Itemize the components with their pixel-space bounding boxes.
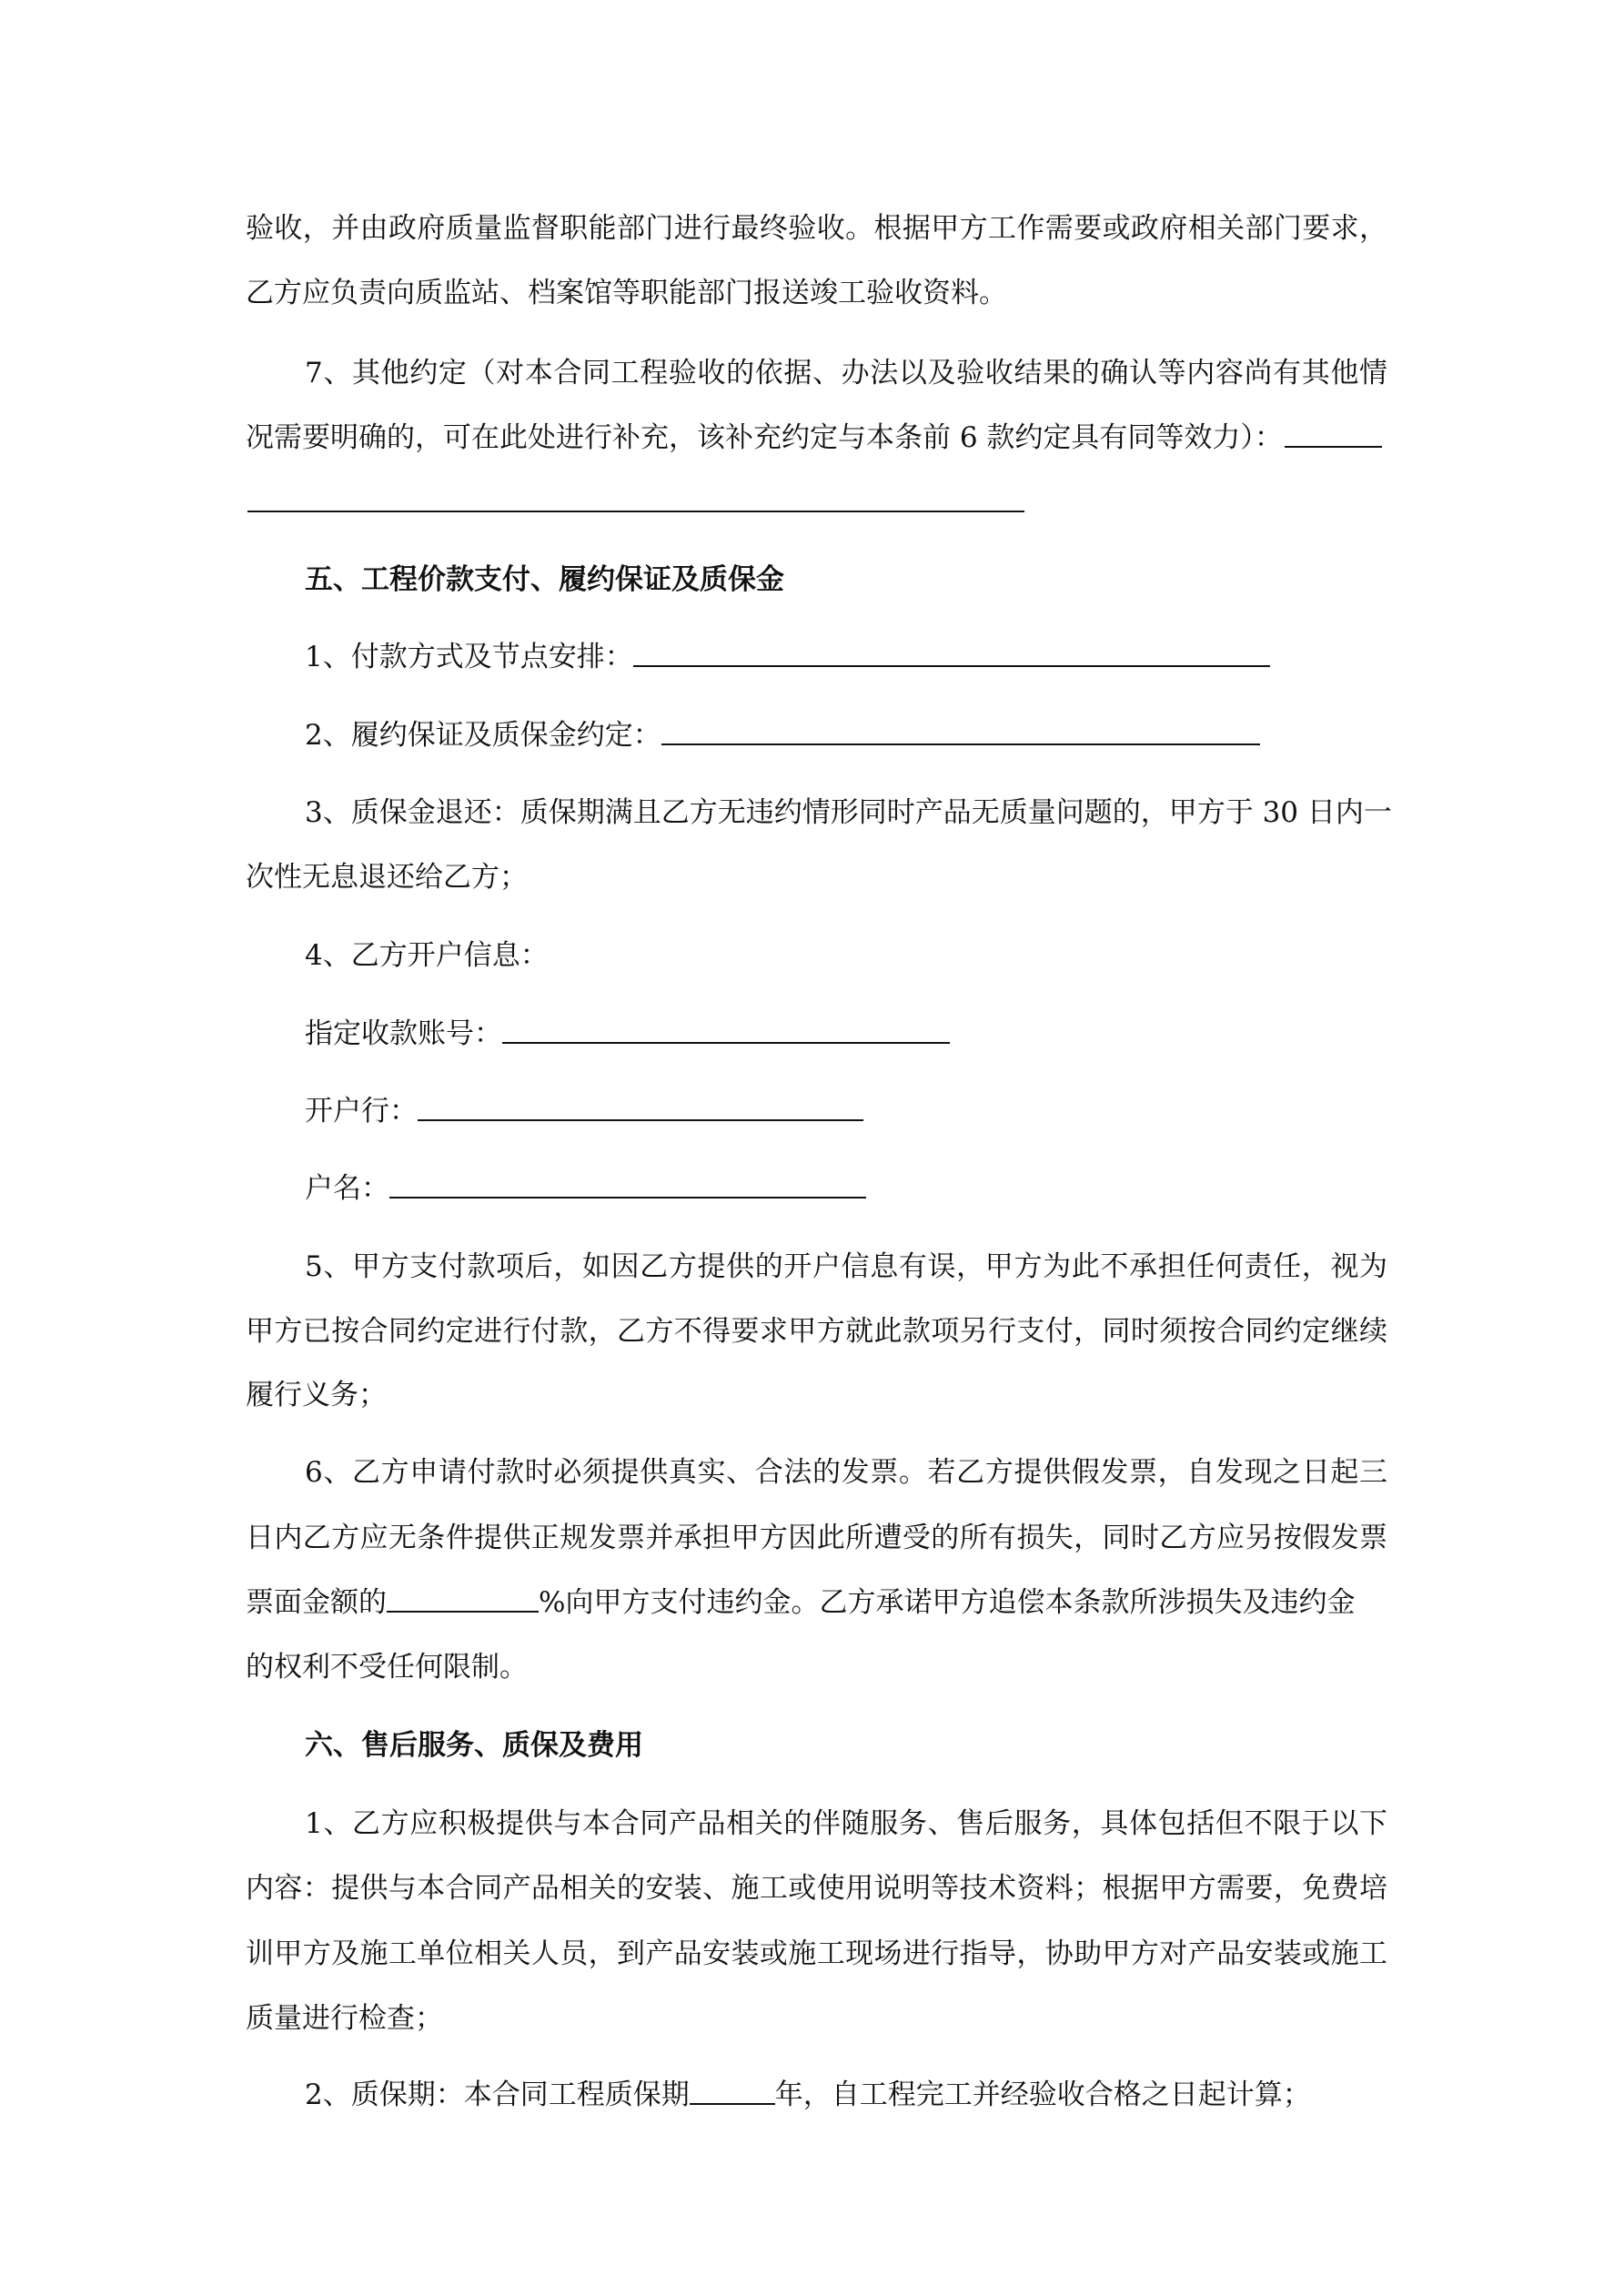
paragraph-line: 内容：提供与本合同产品相关的安装、施工或使用说明等技术资料；根据甲方需要，免费培 xyxy=(246,1872,1387,1905)
paragraph-line xyxy=(305,625,1387,689)
paragraph-line: 7、其他约定（对本合同工程验收的依据、办法以及验收结果的确认等内容尚有其他情 xyxy=(305,357,1387,389)
section-heading: 五、工程价款支付、履约保证及质保金 xyxy=(305,563,784,596)
paragraph-line xyxy=(305,2063,1387,2127)
paragraph-line xyxy=(305,1079,1387,1143)
paragraph-line xyxy=(305,703,1387,767)
paragraph-line: 的权利不受任何限制。 xyxy=(246,1651,528,1684)
paragraph-text: %向甲方支付违约金。乙方承诺甲方追偿本条款所涉损失及违约金 xyxy=(539,1586,1356,1619)
paragraph-line: 次性无息退还给乙方； xyxy=(246,861,528,894)
paragraph-text: 2、质保期：本合同工程质保期 xyxy=(305,2079,690,2111)
account-label: 指定收款账号： xyxy=(305,1017,502,1050)
section-heading: 六、售后服务、质保及费用 xyxy=(305,1729,643,1762)
paragraph-line: 乙方应负责向质监站、档案馆等职能部门报送竣工验收资料。 xyxy=(246,277,1007,309)
account-number-blank[interactable] xyxy=(502,1002,950,1044)
account-name-label: 户名： xyxy=(305,1172,389,1205)
paragraph-line xyxy=(246,406,1387,470)
bank-blank[interactable] xyxy=(418,1079,863,1121)
paragraph-line: 训甲方及施工单位相关人员，到产品安装或施工现场进行指导，协助甲方对产品安装或施工 xyxy=(246,1937,1387,1970)
guarantee-blank[interactable] xyxy=(661,703,1260,745)
warranty-years-blank[interactable] xyxy=(690,2063,775,2105)
paragraph-line: 质量进行检查； xyxy=(246,2002,443,2035)
paragraph-text: 况需要明确的，可在此处进行补充，该补充约定与本条前 6 款约定具有同等效力）： xyxy=(246,421,1283,454)
paragraph-line: 甲方已按合同约定进行付款，乙方不得要求甲方就此款项另行支付，同时须按合同约定继续 xyxy=(246,1315,1387,1348)
paragraph-text: 票面金额的 xyxy=(246,1586,387,1619)
fill-in-blank[interactable] xyxy=(1285,406,1382,448)
paragraph-line: 1、乙方应积极提供与本合同产品相关的伴随服务、售后服务，具体包括但不限于以下 xyxy=(305,1807,1387,1840)
paragraph-line: 3、质保金退还：质保期满且乙方无违约情形同时产品无质量问题的，甲方于 30 日内一 xyxy=(305,796,1392,829)
paragraph-line: 验收，并由政府质量监督职能部门进行最终验收。根据甲方工作需要或政府相关部门要求， xyxy=(246,212,1387,245)
paragraph-line: 5、甲方支付款项后，如因乙方提供的开户信息有误，甲方为此不承担任何责任，视为 xyxy=(305,1250,1387,1283)
paragraph-line: 6、乙方申请付款时必须提供真实、合法的发票。若乙方提供假发票，自发现之日起三 xyxy=(305,1456,1387,1489)
paragraph-line: 4、乙方开户信息： xyxy=(305,939,549,972)
bank-label: 开户行： xyxy=(305,1095,418,1128)
account-name-blank[interactable] xyxy=(389,1157,866,1199)
item-label: 1、付款方式及节点安排： xyxy=(305,641,633,673)
paragraph-line xyxy=(305,1002,1387,1066)
paragraph-line: 履行义务； xyxy=(246,1379,387,1411)
penalty-percent-blank[interactable] xyxy=(387,1571,539,1613)
paragraph-line: 日内乙方应无条件提供正规发票并承担甲方因此所遭受的所有损失，同时乙方应另按假发票 xyxy=(246,1522,1387,1554)
paragraph-text: 年，自工程完工并经验收合格之日起计算； xyxy=(774,2079,1311,2111)
item-label: 2、履约保证及质保金约定： xyxy=(305,719,661,752)
paragraph-line xyxy=(305,1157,1387,1220)
paragraph-line xyxy=(246,1571,1387,1634)
payment-method-blank[interactable] xyxy=(633,625,1270,667)
fill-in-blank[interactable] xyxy=(247,511,1024,512)
